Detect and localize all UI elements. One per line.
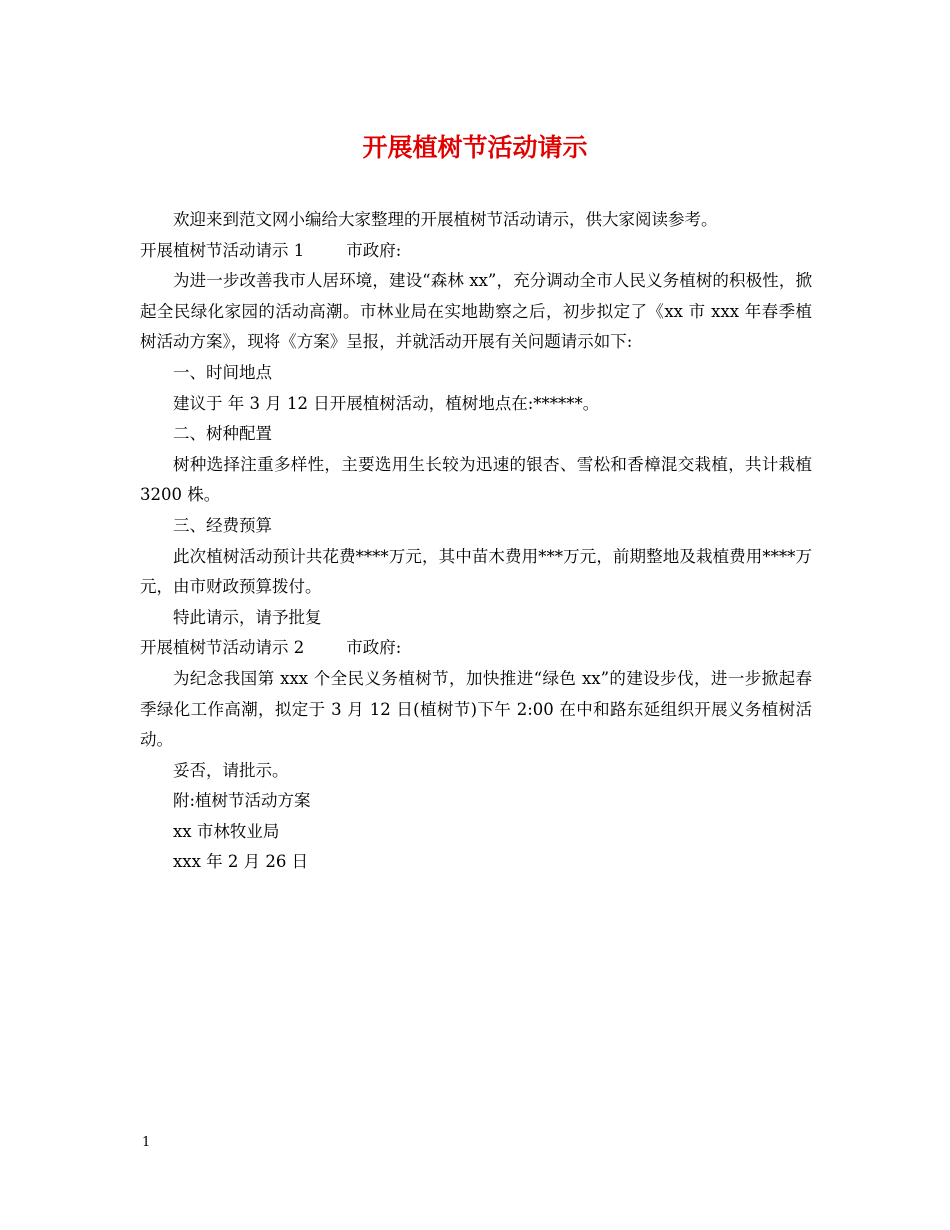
- intro-paragraph: 欢迎来到范文网小编给大家整理的开展植树节活动请示，供大家阅读参考。: [173, 210, 718, 229]
- item3-heading: 三、经费预算: [173, 515, 272, 535]
- section2-body-paragraph: 为纪念我国第 xxx 个全民义务植树节，加快推进“绿色 xx”的建设步伐，进一步掀起春季绿化工作高潮，拟定于 3 月 12 日(植树节)下午 2:00 在中和路东延组织开展义务植树活动。: [140, 668, 812, 750]
- section2-sender: xx 市林牧业局: [173, 821, 280, 841]
- section2-heading-line: [140, 633, 812, 664]
- section2-attachment: 附:植树节活动方案: [173, 791, 311, 811]
- section2-addressee: 市政府:: [346, 638, 402, 658]
- section2-date: xxx 年 2 月 26 日: [173, 852, 309, 872]
- section2-heading: 开展植树节活动请示 2: [140, 638, 305, 658]
- item3-text: 此次植树活动预计共花费****万元，其中苗木费用***万元，前期整地及栽植费用****万元，由市财政预算拨付。: [140, 546, 812, 597]
- section2-question: 妥否，请批示。: [173, 760, 289, 780]
- page-number: 1: [142, 1135, 151, 1150]
- document-title: 开展植树节活动请示: [362, 133, 588, 162]
- section1-closing: 特此请示，请予批复: [173, 607, 322, 627]
- document-body: [140, 205, 812, 878]
- item2-heading: 二、树种配置: [173, 424, 272, 444]
- item1-heading: 一、时间地点: [173, 362, 272, 382]
- section1-addressee: 市政府:: [346, 240, 402, 260]
- section1-body-paragraph: 为进一步改善我市人居环境，建设“森林 xx”，充分调动全市人民义务植树的积极性，掀起全民绿化家园的活动高潮。市林业局在实地勘察之后，初步拟定了《xx 市 xxx 年春季植树活动方案》，现将《方案》呈报，并就活动开展有关问题请示如下:: [140, 271, 812, 352]
- item2-text: 树种选择注重多样性，主要选用生长较为迅速的银杏、雪松和香樟混交栽植，共计栽植 3200 株。: [140, 454, 812, 505]
- section1-heading: 开展植树节活动请示 1: [140, 240, 305, 260]
- section1-heading-line: [140, 236, 812, 267]
- item1-text: 建议于 年 3 月 12 日开展植树活动，植树地点在:******。: [173, 393, 600, 413]
